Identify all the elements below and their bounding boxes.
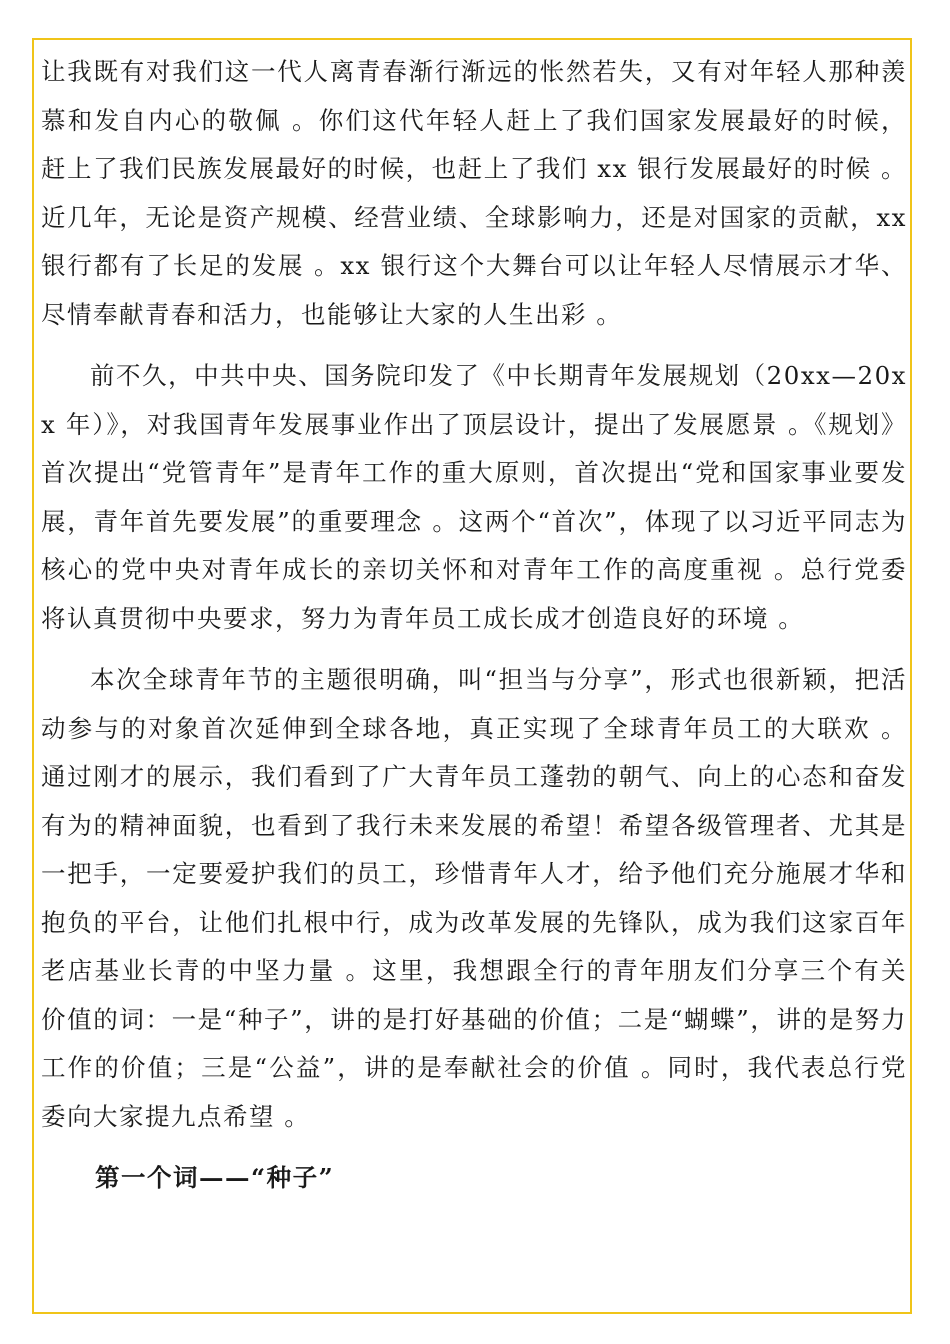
document-body xyxy=(41,48,907,1202)
paragraph-2: 前不久，中共中央、国务院印发了《中长期青年发展规划（20xx—20xx 年）》，对我国青年发展事业作出了顶层设计，提出了发展愿景 。《规划》首次提出“党管青年”是青年工作的重大原则，首次提出“党和国家事业要发展，青年首先要发展”的重要理念 。这两个“首次”，体现了以习近平同志为核心的党中央对青年成长的亲切关怀和对青年工作的高度重视 。总行党委将认真贯彻中央要求，努力为青年员工成长成才创造良好的环境 。 xyxy=(41,361,907,633)
paragraph-3: 本次全球青年节的主题很明确，叫“担当与分享”，形式也很新颖，把活动参与的对象首次延伸到全球各地，真正实现了全球青年员工的大联欢 。通过刚才的展示，我们看到了广大青年员工蓬勃的朝气、向上的心态和奋发有为的精神面貌，也看到了我行未来发展的希望！希望各级管理者、尤其是一把手，一定要爱护我们的员工，珍惜青年人才，给予他们充分施展才华和抱负的平台，让他们扎根中行，成为改革发展的先锋队，成为我们这家百年老店基业长青的中坚力量 。这里，我想跟全行的青年朋友们分享三个有关价值的词：一是“种子”，讲的是打好基础的价值；二是“蝴蝶”，讲的是努力工作的价值；三是“公益”，讲的是奉献社会的价值 。同时，我代表总行党委向大家提九点希望 。 xyxy=(41,665,907,1131)
paragraph-1: 让我既有对我们这一代人离青春渐行渐远的怅然若失，又有对年轻人那种羡慕和发自内心的敬佩 。你们这代年轻人赶上了我们国家发展最好的时候，赶上了我们民族发展最好的时候，也赶上了我们 xx 银行发展最好的时候 。近几年，无论是资产规模、经营业绩、全球影响力，还是对国家的贡献，xx 银行都有了长足的发展 。xx 银行这个大舞台可以让年轻人尽情展示才华、尽情奉献青春和活力，也能够让大家的人生出彩 。 xyxy=(41,57,907,329)
section-heading: 第一个词——“种子” xyxy=(95,1163,335,1192)
